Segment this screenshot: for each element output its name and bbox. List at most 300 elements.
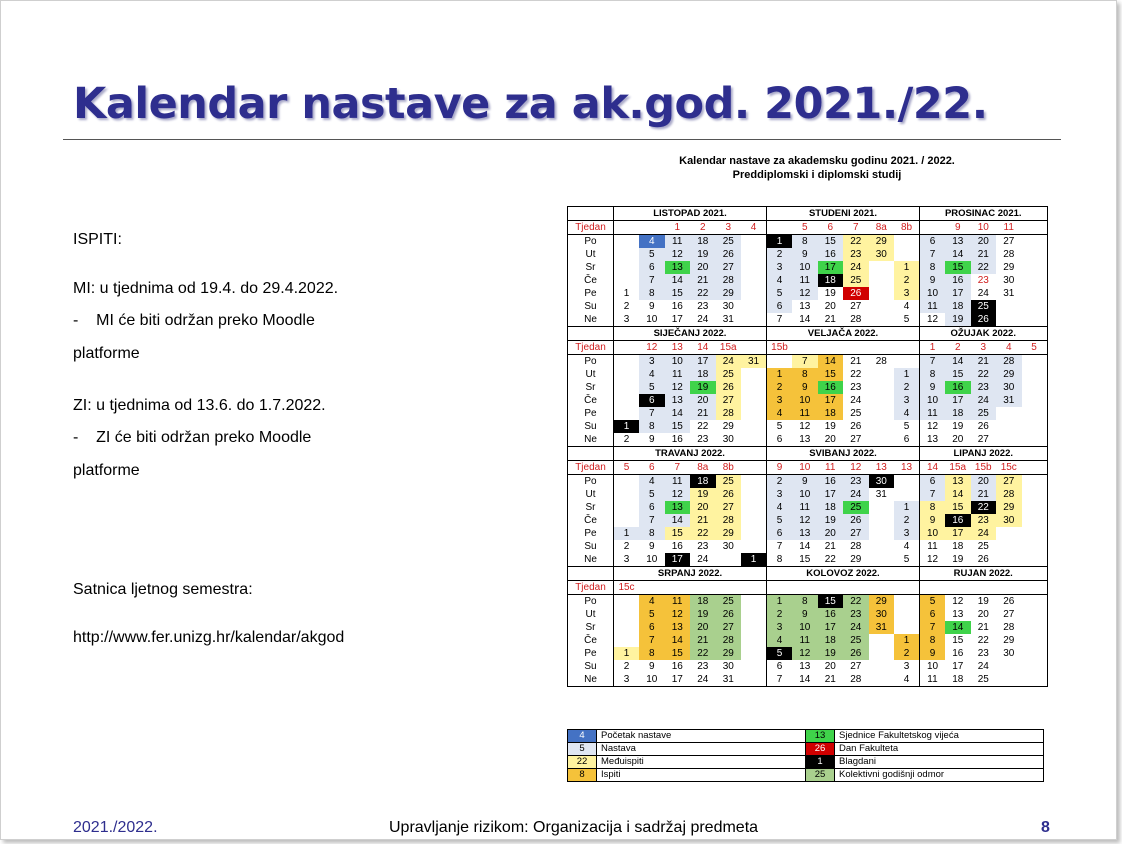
calendar-day — [869, 634, 895, 647]
month-header: KOLOVOZ 2022. — [767, 567, 920, 581]
calendar-day: 18 — [945, 407, 971, 420]
calendar-day — [741, 673, 767, 687]
day-label: Pe — [568, 647, 614, 660]
calendar-day — [894, 488, 920, 501]
calendar-day: 7 — [920, 248, 946, 261]
calendar-day: 11 — [665, 235, 691, 249]
calendar-day: 23 — [971, 514, 997, 527]
week-label: Tjedan — [568, 581, 614, 595]
calendar-day: 27 — [850, 661, 862, 672]
calendar-day — [894, 355, 920, 369]
calendar-day: 7 — [767, 313, 793, 327]
month-header: PROSINAC 2021. — [920, 207, 1048, 221]
calendar-day: 3 — [614, 313, 640, 327]
calendar-day: 27 — [996, 475, 1022, 489]
calendar-day: 22 — [971, 501, 997, 514]
calendar-day: 24 — [843, 261, 869, 274]
calendar-day: 17 — [665, 553, 691, 567]
calendar-title-line1: Kalendar nastave za akademsku godinu 2021. / 2022. — [679, 155, 955, 167]
calendar-day: 29 — [996, 501, 1022, 514]
calendar-day — [741, 313, 767, 327]
calendar-day: 25 — [843, 634, 869, 647]
week-label: Tjedan — [568, 461, 614, 475]
calendar-day: 20 — [945, 433, 971, 447]
calendar-day: 17 — [665, 673, 691, 687]
calendar-day: 25 — [843, 274, 869, 287]
calendar-day: 19 — [824, 421, 836, 432]
calendar-day: 15 — [665, 647, 691, 660]
week-number — [792, 581, 818, 595]
calendar-day: 27 — [850, 301, 862, 312]
week-number: 3 — [716, 221, 742, 235]
calendar-day: 14 — [945, 248, 971, 261]
calendar-day: 30 — [722, 301, 734, 312]
calendar-day — [614, 488, 640, 501]
calendar-day: 18 — [690, 235, 716, 249]
calendar-day: 2 — [894, 381, 920, 394]
legend-label: Međuispiti — [597, 756, 806, 769]
week-number: 14 — [920, 461, 946, 475]
calendar-day — [741, 621, 767, 634]
calendar-day: 3 — [894, 660, 920, 673]
mi-note-cont: platforme — [73, 345, 140, 362]
week-number — [1022, 581, 1048, 595]
week-number: 2 — [945, 341, 971, 355]
calendar-day — [614, 381, 640, 394]
week-number: 7 — [665, 461, 691, 475]
calendar-day — [741, 235, 767, 249]
week-number — [894, 341, 920, 355]
calendar-day: 5 — [639, 488, 665, 501]
calendar-day: 8 — [639, 287, 665, 300]
calendar-day: 9 — [792, 475, 818, 489]
calendar-day: 1 — [767, 595, 793, 609]
calendar-day: 12 — [792, 647, 818, 660]
day-label: Če — [568, 634, 614, 647]
calendar-day: 17 — [818, 394, 844, 407]
calendar-day: 7 — [920, 621, 946, 634]
calendar-day: 31 — [996, 394, 1022, 407]
calendar-day: 19 — [690, 248, 716, 261]
week-number: 8a — [690, 461, 716, 475]
calendar-day — [869, 368, 895, 381]
calendar-day: 31 — [716, 673, 742, 687]
calendar-day — [716, 553, 742, 567]
calendar-day: 24 — [716, 355, 742, 369]
calendar-day: 19 — [690, 488, 716, 501]
calendar-day: 6 — [767, 527, 793, 540]
calendar-day: 28 — [875, 356, 887, 367]
calendar-day: 13 — [665, 261, 691, 274]
calendar-day: 17 — [665, 313, 691, 327]
calendar-day: 30 — [869, 248, 895, 261]
calendar-day: 30 — [722, 541, 734, 552]
calendar-day — [614, 475, 640, 489]
calendar-day: 12 — [792, 287, 818, 300]
month-header: VELJAČA 2022. — [767, 327, 920, 341]
calendar-day — [869, 433, 895, 447]
calendar-day — [894, 608, 920, 621]
calendar-day: 23 — [850, 382, 862, 393]
calendar-day: 1 — [894, 368, 920, 381]
calendar-day: 5 — [767, 647, 793, 660]
calendar-day: 4 — [767, 274, 793, 287]
calendar-day — [741, 287, 767, 300]
calendar-day: 9 — [792, 608, 818, 621]
calendar-day: 21 — [824, 541, 836, 552]
calendar-day — [869, 647, 895, 660]
calendar-day — [894, 248, 920, 261]
calendar-day — [614, 407, 640, 420]
calendar-day: 16 — [665, 433, 691, 447]
calendar-day: 14 — [792, 673, 818, 687]
calendar-day: 9 — [920, 274, 946, 287]
calendar-day — [1022, 355, 1048, 369]
calendar-day: 27 — [716, 394, 742, 407]
calendar-day: 12 — [952, 596, 964, 607]
calendar-day: 13 — [665, 501, 691, 514]
calendar-day: 16 — [818, 475, 844, 489]
calendar-day: 5 — [894, 313, 920, 327]
month-header: STUDENI 2021. — [767, 207, 920, 221]
calendar-day — [741, 381, 767, 394]
calendar-day — [741, 261, 767, 274]
day-label: Sr — [568, 381, 614, 394]
week-number — [690, 581, 716, 595]
legend-swatch: 26 — [806, 743, 835, 756]
calendar-day: 12 — [799, 421, 811, 432]
month-header: SIJEČANJ 2022. — [614, 327, 767, 341]
calendar-day — [614, 248, 640, 261]
legend-swatch: 8 — [568, 769, 597, 782]
calendar-day: 1 — [614, 420, 640, 433]
calendar-day: 13 — [665, 621, 691, 634]
calendar-day — [614, 394, 640, 407]
satnica-link[interactable]: http://www.fer.unizg.hr/kalendar/akgod — [73, 629, 345, 646]
week-number — [741, 341, 767, 355]
calendar-day: 20 — [690, 394, 716, 407]
calendar-day: 2 — [894, 647, 920, 660]
calendar-day: 16 — [671, 661, 683, 672]
day-label: Če — [568, 394, 614, 407]
calendar-day — [1022, 407, 1048, 420]
calendar-day: 13 — [799, 661, 811, 672]
calendar-day — [869, 261, 895, 274]
calendar-day: 4 — [767, 407, 793, 420]
calendar-day: 9 — [920, 381, 946, 394]
calendar-title — [567, 154, 1067, 182]
day-label: Su — [568, 660, 614, 673]
calendar-day: 12 — [665, 488, 691, 501]
calendar-day: 21 — [977, 622, 989, 633]
calendar-day: 13 — [792, 527, 818, 540]
calendar-day: 18 — [818, 501, 844, 514]
calendar-day: 20 — [977, 609, 989, 620]
calendar-day: 11 — [792, 407, 818, 420]
calendar-day — [869, 394, 895, 407]
calendar-day — [894, 595, 920, 609]
month-header: LIPANJ 2022. — [920, 447, 1048, 461]
calendar-day — [1022, 300, 1048, 313]
calendar-day — [1022, 248, 1048, 261]
calendar-day: 15 — [818, 235, 844, 249]
calendar-day: 13 — [792, 433, 818, 447]
calendar-day: 10 — [792, 488, 818, 501]
calendar-day — [869, 381, 895, 394]
calendar-day: 30 — [716, 433, 742, 447]
calendar-day: 24 — [690, 313, 716, 327]
calendar-day: 6 — [767, 433, 793, 447]
calendar-day — [614, 261, 640, 274]
legend-swatch: 1 — [806, 756, 835, 769]
calendar-day: 6 — [920, 608, 946, 621]
calendar-day: 2 — [767, 475, 793, 489]
footer-page-number: 8 — [1041, 819, 1050, 836]
calendar-day: 29 — [996, 368, 1022, 381]
calendar-day — [741, 488, 767, 501]
calendar-day: 4 — [894, 407, 920, 420]
calendar-day: 18 — [818, 634, 844, 647]
calendar-day: 20 — [818, 527, 844, 540]
calendar-day: 2 — [767, 248, 793, 261]
calendar-day — [614, 355, 640, 369]
slide-title: Kalendar nastave za ak.god. 2021./22. — [73, 79, 988, 129]
calendar-day: 4 — [639, 235, 665, 249]
calendar-day — [614, 595, 640, 609]
calendar-day: 19 — [977, 596, 989, 607]
calendar-day — [1022, 381, 1048, 394]
calendar-day: 18 — [690, 475, 716, 489]
calendar-day: 24 — [977, 661, 989, 672]
calendar-day — [741, 647, 767, 660]
week-number — [614, 221, 640, 235]
calendar-day: 15 — [945, 368, 971, 381]
calendar-day — [869, 407, 895, 420]
calendar-day: 2 — [894, 514, 920, 527]
calendar-day: 15 — [945, 501, 971, 514]
calendar-day: 24 — [850, 395, 862, 406]
calendar-day — [1022, 475, 1048, 489]
calendar-day: 7 — [920, 488, 946, 501]
day-label: Su — [568, 420, 614, 433]
month-header: SVIBANJ 2022. — [767, 447, 920, 461]
calendar-day: 21 — [690, 407, 716, 420]
calendar-day: 16 — [818, 381, 844, 394]
calendar-day: 6 — [639, 501, 665, 514]
month-header: TRAVANJ 2022. — [614, 447, 767, 461]
calendar-day: 29 — [1003, 635, 1015, 646]
legend-swatch: 25 — [806, 769, 835, 782]
calendar-day: 15 — [818, 368, 844, 381]
week-number: 5 — [614, 461, 640, 475]
calendar-day: 5 — [767, 287, 793, 300]
calendar-day: 6 — [920, 475, 946, 489]
calendar-day: 26 — [1003, 596, 1015, 607]
calendar-day: 6 — [894, 433, 920, 447]
calendar-day: 21 — [690, 274, 716, 287]
calendar-day: 31 — [869, 621, 895, 634]
calendar-day: 25 — [850, 408, 862, 419]
calendar-day: 24 — [690, 553, 716, 567]
week-label: Tjedan — [568, 221, 614, 235]
calendar-day: 22 — [690, 287, 716, 300]
calendar-day: 10 — [665, 355, 691, 369]
calendar-day — [741, 248, 767, 261]
calendar-day: 13 — [952, 609, 964, 620]
calendar-day: 14 — [792, 313, 818, 327]
calendar-day: 14 — [665, 407, 691, 420]
calendar-day: 5 — [920, 595, 946, 609]
calendar-day — [614, 621, 640, 634]
legend-label: Ispiti — [597, 769, 806, 782]
day-label: Po — [568, 475, 614, 489]
calendar-day — [1022, 527, 1048, 540]
calendar-day: 3 — [767, 488, 793, 501]
week-number — [639, 581, 665, 595]
week-number — [894, 581, 920, 595]
calendar-day — [894, 235, 920, 249]
calendar-day: 11 — [927, 541, 938, 552]
day-label: Pe — [568, 407, 614, 420]
calendar-day: 7 — [920, 355, 946, 369]
calendar-day: 7 — [776, 541, 783, 552]
calendar-day: 23 — [697, 301, 709, 312]
calendar-day: 4 — [639, 368, 665, 381]
week-number — [945, 581, 971, 595]
day-label: Sr — [568, 261, 614, 274]
calendar-day: 3 — [614, 673, 640, 687]
calendar-day: 2 — [623, 661, 630, 672]
week-number — [614, 341, 640, 355]
day-label: Ne — [568, 433, 614, 447]
calendar-day: 14 — [945, 621, 971, 634]
calendar-day — [996, 553, 1022, 567]
calendar-day: 31 — [716, 313, 742, 327]
calendar-day: 8 — [767, 553, 793, 567]
week-number — [767, 221, 793, 235]
calendar-day: 18 — [945, 300, 971, 313]
calendar-day: 4 — [894, 300, 920, 313]
calendar-day: 14 — [945, 488, 971, 501]
calendar-day: 15 — [665, 527, 691, 540]
calendar-day — [741, 514, 767, 527]
calendar-day: 29 — [716, 647, 742, 660]
day-label: Sr — [568, 501, 614, 514]
week-number — [767, 581, 793, 595]
calendar-day: 13 — [945, 475, 971, 489]
calendar-day: 17 — [945, 394, 971, 407]
calendar-day: 12 — [665, 248, 691, 261]
calendar-day: 19 — [818, 514, 844, 527]
calendar-day: 9 — [792, 381, 818, 394]
calendar-day: 6 — [639, 621, 665, 634]
calendar-day — [1022, 673, 1048, 687]
month-header: RUJAN 2022. — [920, 567, 1048, 581]
calendar-day: 25 — [716, 368, 742, 381]
calendar-day: 11 — [920, 407, 946, 420]
calendar-day — [869, 300, 895, 313]
calendar-day: 28 — [996, 355, 1022, 369]
week-number: 10 — [971, 221, 997, 235]
calendar-day: 17 — [818, 261, 844, 274]
week-number: 8a — [869, 221, 895, 235]
calendar-day — [767, 355, 793, 369]
calendar-day: 26 — [971, 313, 997, 327]
calendar-day: 25 — [977, 541, 989, 552]
calendar-day: 28 — [716, 634, 742, 647]
calendar-day — [1022, 501, 1048, 514]
calendar-day: 22 — [843, 595, 869, 609]
day-label: Ne — [568, 673, 614, 687]
calendar-day: 5 — [894, 420, 920, 433]
calendar-day: 9 — [648, 541, 655, 552]
day-label: Su — [568, 540, 614, 553]
calendar-day — [996, 300, 1022, 313]
week-number — [996, 581, 1022, 595]
calendar-day — [996, 433, 1022, 447]
calendar-day: 8 — [920, 634, 946, 647]
week-number: 9 — [767, 461, 793, 475]
week-number — [869, 581, 895, 595]
calendar-day: 14 — [818, 355, 844, 369]
calendar-day: 22 — [971, 261, 997, 274]
calendar-day: 21 — [971, 355, 997, 369]
calendar-day: 19 — [690, 608, 716, 621]
calendar-day — [1022, 634, 1048, 647]
week-number: 15b — [767, 341, 793, 355]
week-number: 4 — [741, 221, 767, 235]
calendar-day: 23 — [971, 381, 997, 394]
calendar-day — [869, 540, 895, 553]
calendar-day: 26 — [971, 553, 997, 567]
calendar-day: 7 — [639, 274, 665, 287]
calendar-day: 26 — [716, 608, 742, 621]
calendar-day: 3 — [614, 553, 640, 567]
calendar-day: 19 — [690, 381, 716, 394]
calendar-day: 1 — [894, 634, 920, 647]
calendar-day: 30 — [869, 608, 895, 621]
calendar-day — [1022, 420, 1048, 433]
calendar-day — [614, 274, 640, 287]
calendar-day: 6 — [920, 235, 946, 249]
calendar-day: 12 — [926, 421, 939, 432]
calendar-day: 3 — [894, 394, 920, 407]
calendar-day: 12 — [665, 381, 691, 394]
calendar-day: 15 — [792, 553, 818, 567]
calendar-day — [1022, 235, 1048, 249]
calendar-day — [996, 527, 1022, 540]
calendar-day: 13 — [799, 301, 811, 312]
calendar-day: 27 — [716, 501, 742, 514]
day-label: Ut — [568, 608, 614, 621]
week-number: 6 — [639, 461, 665, 475]
calendar-day — [741, 368, 767, 381]
calendar-day: 1 — [767, 235, 793, 249]
calendar-day: 8 — [639, 647, 665, 660]
calendar-day: 15 — [818, 595, 844, 609]
calendar-day: 27 — [1003, 236, 1015, 247]
calendar-day: 25 — [716, 235, 742, 249]
week-label: Tjedan — [568, 341, 614, 355]
calendar-day: 1 — [894, 261, 920, 274]
calendar-day: 14 — [665, 634, 691, 647]
day-label: Ut — [568, 368, 614, 381]
calendar-day: 23 — [843, 475, 869, 489]
calendar-day — [1022, 313, 1048, 327]
calendar-day: 27 — [971, 433, 997, 447]
calendar-day: 5 — [894, 553, 920, 567]
calendar-day: 3 — [894, 287, 920, 300]
